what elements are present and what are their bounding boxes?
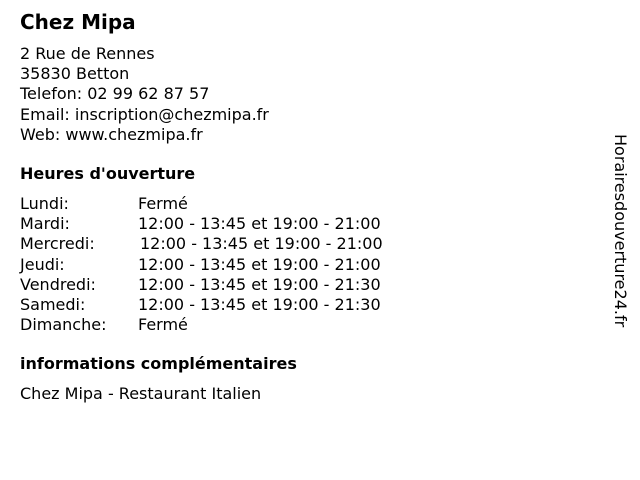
day-label: Lundi:: [20, 194, 69, 213]
postal-city: 35830 Betton: [20, 64, 130, 84]
day-hours: 12:00 - 13:45 et 19:00 - 21:00: [140, 234, 383, 254]
additional-info-heading: informations complémentaires: [20, 354, 297, 373]
email-address: Email: inscription@chezmipa.fr: [20, 104, 269, 124]
website: Web: www.chezmipa.fr: [20, 124, 203, 144]
additional-info-text: Chez Mipa - Restaurant Italien: [20, 384, 262, 403]
day-label: Dimanche:: [20, 315, 107, 335]
day-hours: 12:00 - 13:45 et 19:00 - 21:30: [138, 294, 381, 314]
day-hours: Fermé: [138, 194, 188, 213]
day-label: Mercredi:: [20, 234, 95, 254]
site-watermark: Horairesdouverture24.fr: [611, 134, 630, 328]
restaurant-name: Chez Mipa: [20, 10, 136, 34]
day-hours: 12:00 - 13:45 et 19:00 - 21:00: [138, 254, 381, 274]
day-label: Samedi:: [20, 294, 86, 314]
phone-number: Telefon: 02 99 62 87 57: [20, 84, 210, 104]
day-hours: Fermé: [138, 315, 188, 335]
opening-hours-heading: Heures d'ouverture: [20, 164, 196, 183]
day-hours: 12:00 - 13:45 et 19:00 - 21:30: [138, 274, 381, 294]
day-label: Mardi:: [20, 214, 70, 234]
address-block: [20, 44, 269, 145]
day-hours: 12:00 - 13:45 et 19:00 - 21:00: [138, 214, 381, 234]
day-label: Vendredi:: [20, 274, 96, 294]
day-label: Jeudi:: [20, 254, 65, 274]
street-address: 2 Rue de Rennes: [20, 44, 155, 63]
